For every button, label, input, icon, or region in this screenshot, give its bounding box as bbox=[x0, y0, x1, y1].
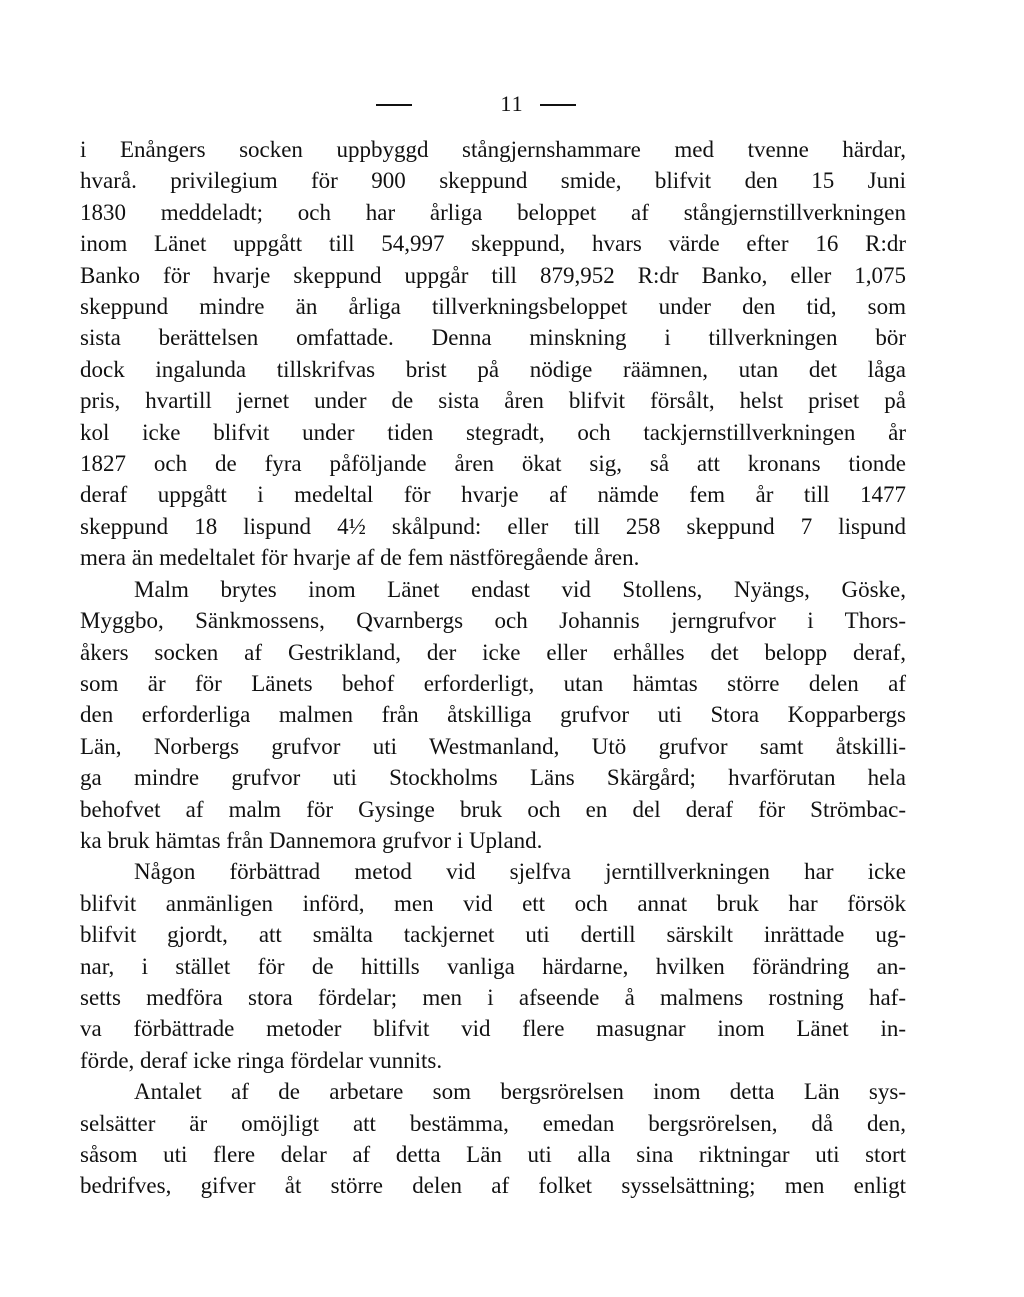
text-line: bedrifves, gifver åt större delen af folket sysselsättning; men enligt bbox=[80, 1173, 906, 1199]
paragraph-ore-mining bbox=[80, 574, 906, 857]
text-line: blifvit anmänligen införd, men vid ett och annat bruk har försök bbox=[80, 890, 906, 916]
text-line: Myggbo, Sänkmossens, Qvarnbergs och Johannis jerngrufvor i Thors- bbox=[80, 608, 906, 634]
text-line: nar, i stället för de hittills vanliga härdarne, hvilken förändring an- bbox=[80, 953, 906, 979]
text-line: selsätter är omöjligt att bestämma, emedan bergsrörelsen, då den, bbox=[80, 1110, 906, 1136]
paragraph-improved-methods bbox=[80, 856, 906, 1076]
text-line: sista berättelsen omfattade. Denna minskning i tillverkningen bör bbox=[80, 325, 906, 351]
page-number: 11 bbox=[500, 91, 524, 116]
text-line: ga mindre grufvor uti Stockholms Läns Skärgård; hvarförutan hela bbox=[80, 765, 906, 791]
text-line: 1827 och de fyra påföljande åren ökat sig, så att kronans tionde bbox=[80, 451, 906, 477]
text-line: den erforderliga malmen från åtskilliga grufvor uti Stora Kopparbergs bbox=[80, 702, 906, 728]
paragraph-iron-production bbox=[80, 134, 906, 574]
text-line: kol icke blifvit under tiden stegradt, och tackjernstillverkningen år bbox=[80, 419, 906, 445]
text-line: förde, deraf icke ringa fördelar vunnits. bbox=[80, 1047, 443, 1073]
text-line: åkers socken af Gestrikland, der icke eller erhålles det belopp deraf, bbox=[80, 639, 906, 665]
text-line: Län, Norbergs grufvor uti Westmanland, Utö grufvor samt åtskilli- bbox=[80, 733, 906, 759]
text-line: inom Länet uppgått till 54,997 skeppund, hvars värde efter 16 R:dr bbox=[80, 231, 906, 257]
text-line: skeppund mindre än årliga tillverkningsbeloppet under den tid, som bbox=[80, 294, 906, 320]
text-line: 1830 meddeladt; och har årliga beloppet af stångjernstillverkningen bbox=[80, 199, 906, 225]
text-line: i Enångers socken uppbyggd stångjernshammare med tvenne härdar, bbox=[80, 137, 906, 162]
text-line: dock ingalunda tillskrifvas brist på nödige räämnen, utan det låga bbox=[80, 356, 906, 382]
text-line: ka bruk hämtas från Dannemora grufvor i Upland. bbox=[80, 827, 543, 853]
body-text bbox=[80, 134, 906, 1202]
text-line: setts medföra stora fördelar; men i afseende å malmens rostning haf- bbox=[80, 984, 906, 1010]
running-head bbox=[0, 92, 1024, 116]
right-dash-rule bbox=[540, 104, 576, 106]
text-line: Antalet af de arbetare som bergsrörelsen inom detta Län sys- bbox=[134, 1079, 906, 1105]
text-line: Malm brytes inom Länet endast vid Stollens, Nyängs, Göske, bbox=[134, 576, 906, 602]
text-line: behofvet af malm för Gysinge bruk och en del deraf för Strömbac- bbox=[80, 796, 906, 822]
text-line: skeppund 18 lispund 4½ skålpund: eller till 258 skeppund 7 lispund bbox=[80, 513, 906, 539]
text-line: pris, hvartill jernet under de sista åren blifvit försålt, helst priset på bbox=[80, 388, 906, 414]
text-line: blifvit gjordt, att smälta tackjernet uti dertill särskilt inrättade ug- bbox=[80, 922, 906, 948]
paragraph-workers bbox=[80, 1076, 906, 1202]
text-line: som är för Länets behof erforderligt, utan hämtas större delen af bbox=[80, 670, 906, 696]
text-line: Någon förbättrad metod vid sjelfva jerntillverkningen har icke bbox=[134, 859, 906, 885]
text-line: Banko för hvarje skeppund uppgår till 879,952 R:dr Banko, eller 1,075 bbox=[80, 262, 906, 288]
text-line: deraf uppgått i medeltal för hvarje af nämde fem år till 1477 bbox=[80, 482, 906, 508]
text-line: mera än medeltalet för hvarje af de fem nästföregående åren. bbox=[80, 545, 640, 571]
text-line: va förbättrade metoder blifvit vid flere masugnar inom Länet in- bbox=[80, 1016, 906, 1042]
text-line: hvarå. privilegium för 900 skeppund smide, blifvit den 15 Juni bbox=[80, 168, 906, 194]
text-line: såsom uti flere delar af detta Län uti alla sina riktningar uti stort bbox=[80, 1142, 906, 1167]
